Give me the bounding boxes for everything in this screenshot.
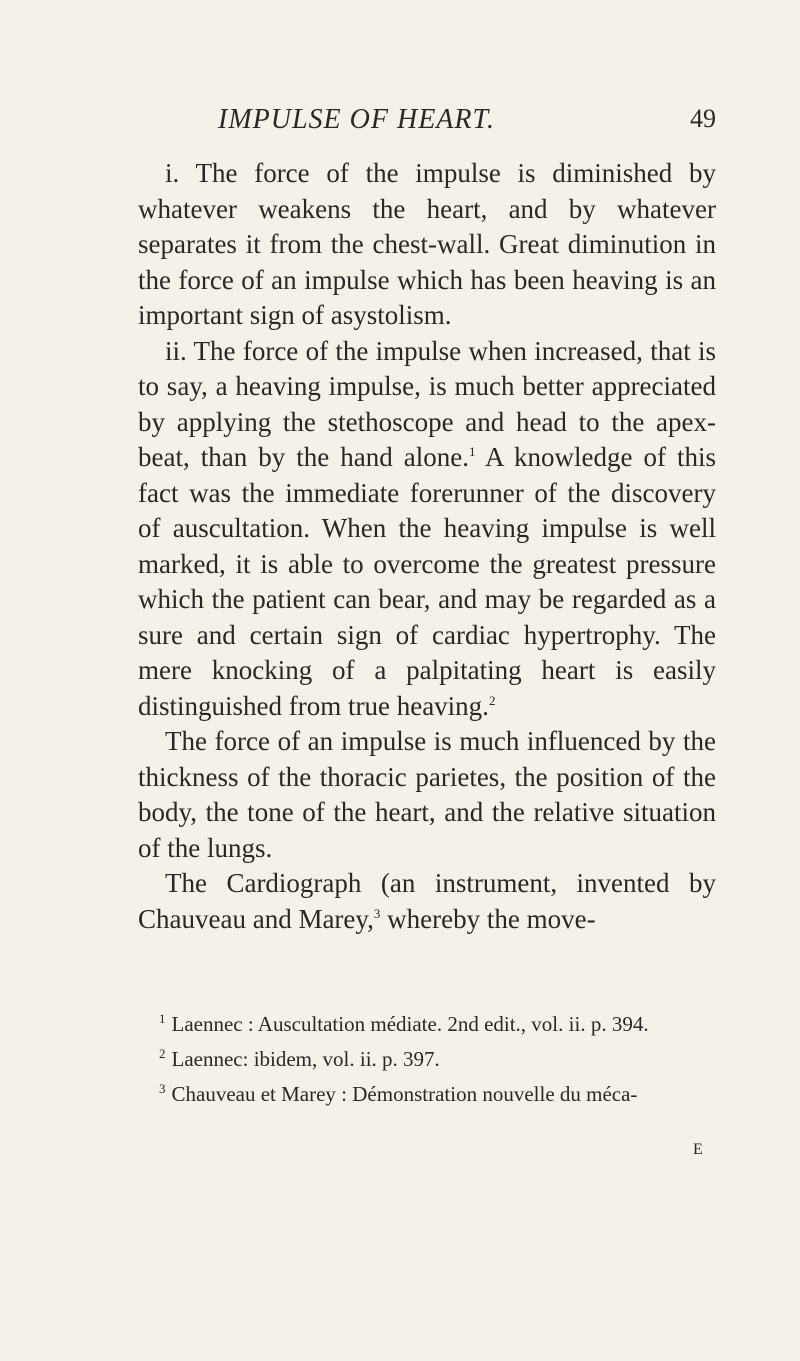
signature-mark: E	[693, 1141, 703, 1158]
footnote-1-text: Laennec : Auscultation médiate. 2nd edit., vol. ii. p. 394.	[171, 1012, 649, 1036]
footnote-2-number: 2	[159, 1046, 166, 1061]
page-header	[0, 96, 800, 146]
footnote-2-text: Laennec: ibidem, vol. ii. p. 397.	[171, 1047, 440, 1071]
paragraph-4-text-a: The Cardiograph (an instrument, invented by Chauveau and Marey,	[138, 868, 716, 934]
paragraph-1-text: i. The force of the impulse is diminished by whatever weakens the heart, and by whatever separates it from the chest-wall. Great diminution in the force of an impulse which has been heaving is an important sign of asystolism.	[138, 158, 716, 330]
paragraph-4	[138, 866, 716, 937]
footnote-3-text: Chauveau et Marey : Démonstration nouvelle du méca-	[171, 1082, 638, 1106]
footnote-3	[138, 1074, 716, 1109]
body-text	[138, 156, 716, 937]
footnote-ref-1: 1	[468, 444, 476, 459]
footnote-3-number: 3	[159, 1081, 166, 1096]
paragraph-2-text-b: A knowledge of this fact was the immediate forerunner of the discovery of auscultation. When the heaving impulse is well marked, it is able to overcome the greatest pressure which the patient can bear, and may be regarded as a sure and certain sign of cardiac hypertrophy. The mere knocking of a palpitating heart is easily distinguished from true heaving.	[138, 442, 716, 721]
paragraph-2-text-a: ii. The force of the impulse when increased, that is to say, a heaving impulse, is much better appreciated by applying the stethoscope and head to the apex-beat, than by the hand alone.	[138, 335, 716, 472]
footnote-2	[138, 1039, 716, 1074]
paragraph-3	[138, 724, 716, 866]
paragraph-2	[138, 334, 716, 725]
page-number: 49	[690, 104, 716, 133]
footnotes	[138, 1004, 716, 1109]
footnote-ref-2: 2	[488, 692, 496, 708]
footnote-ref-3: 3	[373, 905, 381, 921]
paragraph-4-text-b: whereby the move-	[380, 903, 596, 934]
paragraph-1	[138, 156, 716, 334]
footnote-1-number: 1	[159, 1011, 166, 1026]
footnote-1	[138, 1004, 716, 1039]
paragraph-3-text: The force of an impulse is much influenced by the thickness of the thoracic parietes, the position of the body, the tone of the heart, and the relative situation of the lungs.	[138, 726, 716, 863]
running-head: IMPULSE OF HEART.	[218, 104, 495, 135]
